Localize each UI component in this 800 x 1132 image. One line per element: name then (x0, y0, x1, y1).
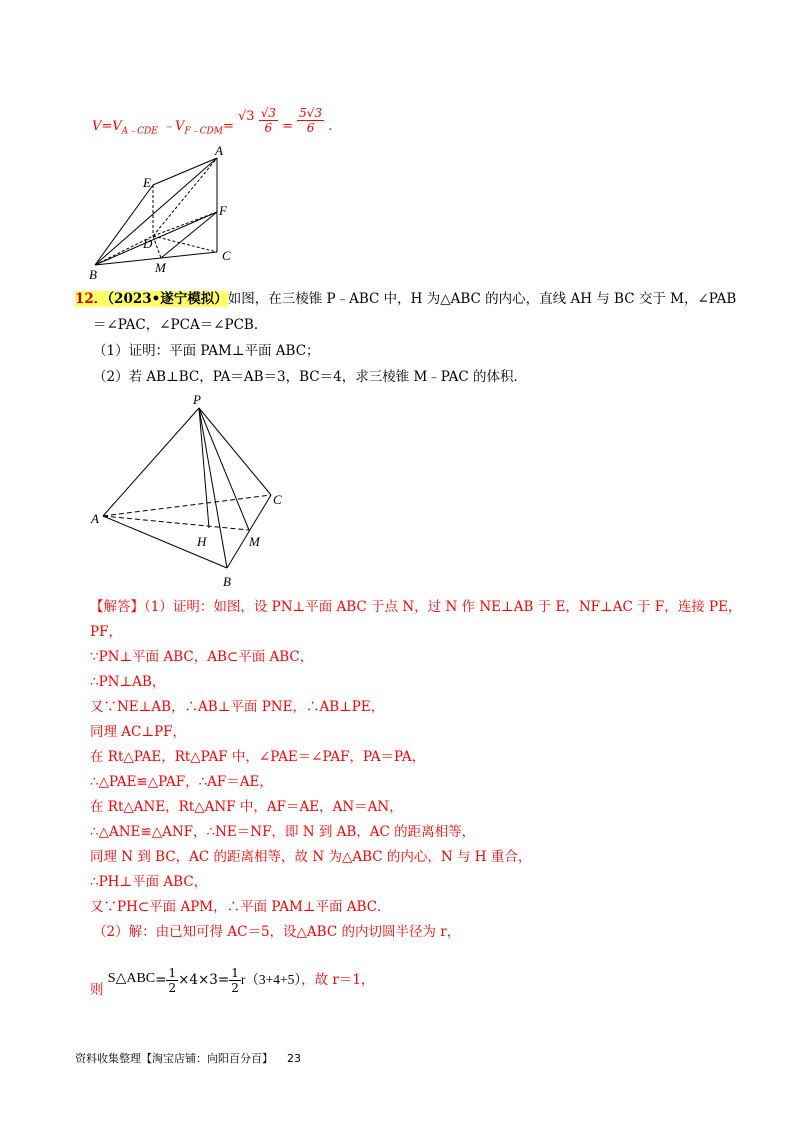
label-A: A (215, 143, 223, 158)
label-M: M (155, 260, 166, 275)
solution-line: ∵PN⊥平面 ABC，AB⊂平面 ABC， (90, 649, 314, 665)
solution-line: ∴△PAE≌△PAF，∴AF＝AE， (90, 774, 273, 790)
label-E: E (143, 175, 151, 190)
solution-line: ∴PN⊥AB， (90, 674, 166, 690)
question-1: （1）证明：平面 PAM⊥平面 ABC； (93, 343, 320, 359)
label-B: B (223, 574, 231, 589)
label-H: H (197, 534, 207, 549)
solution-line: 【解答】（1）证明：如图，设 PN⊥平面 ABC 于点 N，过 N 作 NE⊥AB 于 E，NF⊥AC 于 F，连接 PE， (90, 599, 742, 615)
volume-formula: $V=V_{A﹣CDE}$ $﹣V_{F﹣CDM}= √3$ $\frac{√3}{6}$ = $\frac{5√3}{6}$ . (92, 106, 333, 137)
footer-text: 资料收集整理【淘宝店铺：向阳百分百】 (75, 1052, 273, 1065)
figure-2-pyramid (85, 388, 295, 593)
label-P: P (193, 392, 201, 407)
label-A: A (91, 511, 99, 526)
solution-line: 又∵NE⊥AB，∴AB⊥平面 PNE，∴AB⊥PE， (90, 699, 385, 715)
label-F: F (219, 203, 227, 218)
page-number: 23 (287, 1052, 301, 1065)
question-2: （2）若 AB⊥BC，PA＝AB＝3，BC＝4，求三棱锥 M﹣PAC 的体积． (93, 369, 528, 385)
solution-line: （2）解：由已知可得 AC＝5，设△ABC 的内切圆半径为 r， (93, 924, 461, 940)
label-B: B (89, 267, 97, 282)
solution-line: ∴PH⊥平面 ABC， (90, 874, 208, 890)
problem-source: （2023•遂宁模拟） (107, 291, 228, 307)
solution-line: 同理 AC⊥PF， (90, 724, 187, 740)
label-C: C (222, 248, 231, 263)
solution-line: PF， (90, 624, 122, 640)
label-D: D (143, 236, 153, 251)
page-footer (75, 1050, 301, 1066)
solution-line: 在 Rt△PAE，Rt△PAF 中，∠PAE＝∠PAF，PA＝PA， (90, 749, 426, 765)
solution-line: 又∵PH⊂平面 APM，∴平面 PAM⊥平面 ABC． (90, 899, 391, 915)
problem-line-2: ＝∠PAC，∠PCA＝∠PCB． (93, 317, 268, 333)
solution-line: 在 Rt△ANE，Rt△ANF 中，AF＝AE，AN＝AN， (90, 799, 403, 815)
problem-line-1: 12．（2023•遂宁模拟）如图，在三棱锥 P﹣ABC 中，H 为△ABC 的内心，直线 AH 与 BC 交于 M，∠PAB (75, 291, 737, 307)
area-formula-line: 则 S△ABC= $\frac{1}{2}$ ×4×3= $\frac{1}{2}$ r（3+4+5），故 r＝1， (90, 966, 375, 998)
solution-line: 同理 N 到 BC，AC 的距离相等，故 N 为△ABC 的内心，N 与 H 重合， (90, 849, 532, 865)
solution-line: ∴△ANE≌△ANF，∴NE＝NF，即 N 到 AB，AC 的距离相等， (90, 824, 476, 840)
label-M: M (249, 534, 260, 549)
label-C: C (273, 492, 282, 507)
problem-number: 12． (75, 291, 108, 307)
figure-1-prism (85, 140, 255, 285)
